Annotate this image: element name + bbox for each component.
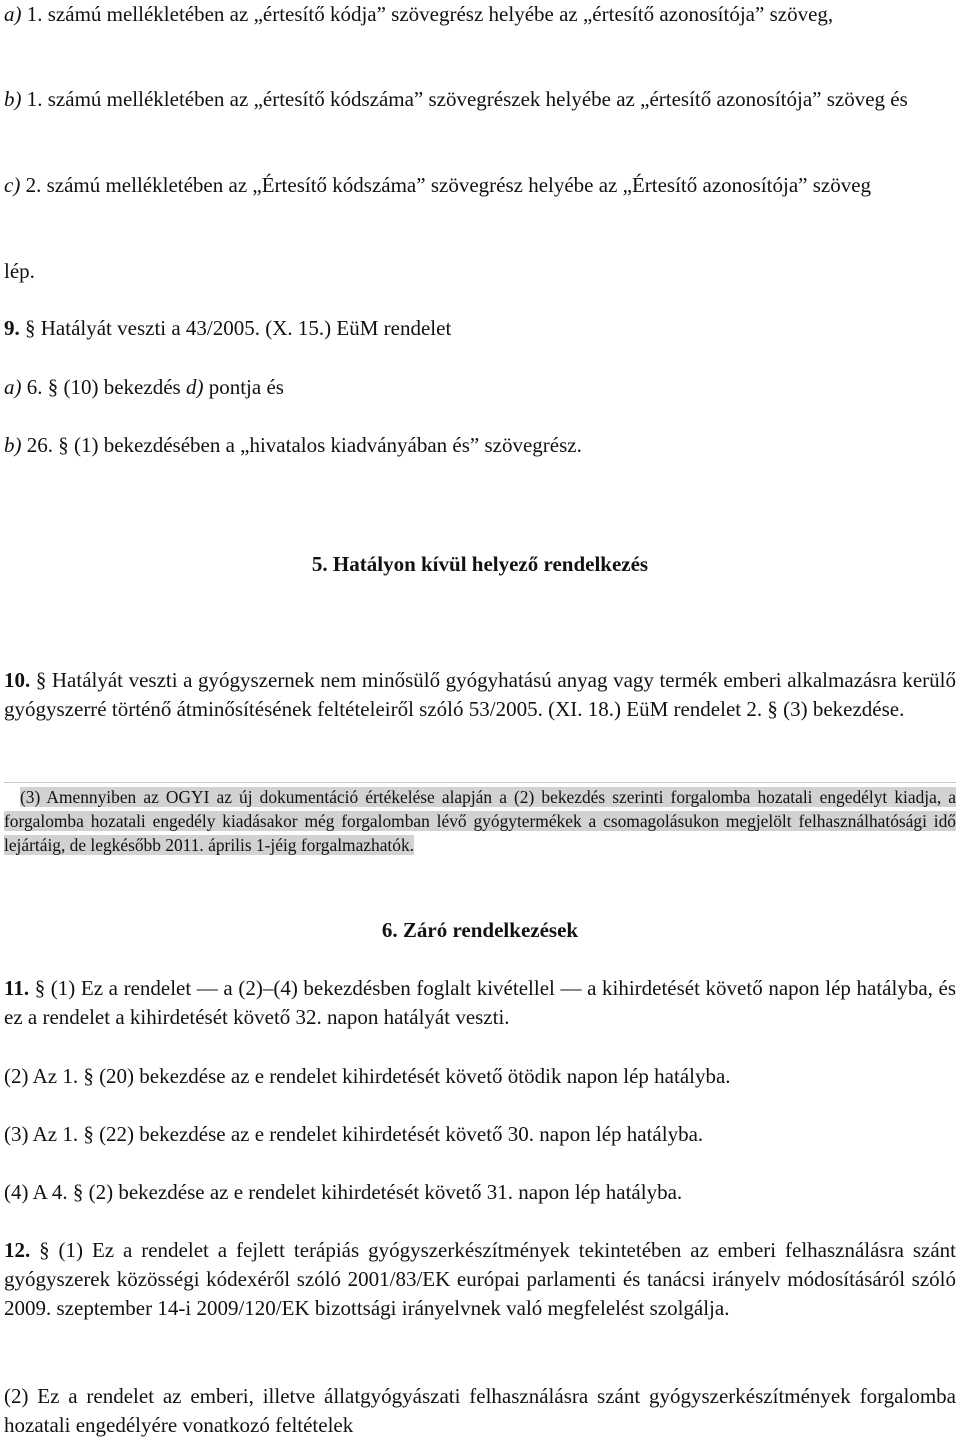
item-c-letter: c): [4, 173, 21, 197]
quoted-rule: [4, 782, 956, 783]
section-9-item-a-point: d): [185, 375, 204, 399]
chapter-6-heading: 6. Záró rendelkezések: [381, 918, 579, 942]
section-9-item-a-text: 6. § (10) bekezdés: [21, 375, 186, 399]
section-9-item-b-letter: b): [4, 433, 22, 457]
section-11-p2: (2) Az 1. § (20) bekezdése az e rendelet kihirdetését követő ötödik napon lép hatályba.: [4, 1064, 731, 1088]
section-9-item-b: [4, 431, 956, 460]
section-9-item-a-text2: pontja és: [203, 375, 284, 399]
item-b-text: 1. számú mellékletében az „értesítő kódszáma” szövegrészek helyébe az „értesítő azonosítója” szöveg és: [21, 87, 908, 111]
section-11-p3: (3) Az 1. § (22) bekezdése az e rendelet kihirdetését követő 30. napon lép hatályba.: [4, 1122, 704, 1146]
section-12-number: 12.: [4, 1238, 31, 1262]
chapter-5-heading: 5. Hatályon kívül helyező rendelkezés: [311, 552, 649, 576]
item-a: [4, 0, 956, 29]
item-c-text: 2. számú mellékletében az „Értesítő kódszáma” szövegrész helyébe az „Értesítő azonosítója” szöveg: [20, 173, 872, 197]
item-a-letter: a): [4, 2, 22, 26]
item-lep: lép.: [4, 259, 35, 283]
section-12-p2: (2) Ez a rendelet az emberi, illetve állatgyógyászati felhasználásra szánt gyógyszerkészítmények forgalomba hozatali engedélyére vonatkozó feltételek: [4, 1384, 956, 1437]
section-9-item-a: [4, 373, 956, 402]
section-9-text: § Hatályát veszti a 43/2005. (X. 15.) EüM rendelet: [19, 316, 452, 340]
section-11-number: 11.: [4, 976, 30, 1000]
section-9-number: 9.: [4, 316, 20, 340]
section-10-text: § Hatályát veszti a gyógyszernek nem minősülő gyógyhatású anyag vagy termék emberi alkalmazásra kerülő gyógyszerré történő átminősítésének feltételeiről szóló 53/2005. (XI. 18.) EüM rendelet 2. § (3) bekezdése.: [4, 668, 956, 721]
section-9: [4, 314, 956, 343]
section-10: [4, 666, 956, 724]
quoted-paragraph-text: (3) Amennyiben az OGYI az új dokumentáció értékelése alapján a (2) bekezdés szerinti forgalomba hozatali engedélyt kiadja, a forgalomba hozatali engedély kiadásakor még forgalomban lévő gyógytermékek a csomagolásukon megjelölt felhasználhatósági idő lejártáig, de legkésőbb 2011. április 1-jéig forgalmazhatók.: [4, 787, 956, 855]
section-12-p1: [4, 1236, 956, 1323]
item-b-letter: b): [4, 87, 22, 111]
section-10-number: 10.: [4, 668, 31, 692]
section-12-p1-text: § (1) Ez a rendelet a fejlett terápiás gyógyszerkészítmények tekintetében az emberi felhasználásra szánt gyógyszerek közösségi kódexéről szóló 2001/83/EK európai parlamenti és tanácsi irányelv módosításáról szóló 2009. szeptember 14-i 2009/120/EK bizottsági irányelvnek való megfelelést szolgálja.: [4, 1238, 956, 1320]
section-11-p1-text: § (1) Ez a rendelet — a (2)–(4) bekezdésben foglalt kivétellel — a kihirdetését követő napon lép hatályba, és ez a rendelet a kihirdetését követő 32. napon hatályát veszti.: [4, 976, 956, 1029]
section-9-item-a-letter: a): [4, 375, 22, 399]
section-11-p1: [4, 974, 956, 1032]
item-c: [4, 171, 956, 200]
quoted-paragraph: [4, 785, 956, 857]
section-9-item-b-text: 26. § (1) bekezdésében a „hivatalos kiadványában és” szövegrész.: [21, 433, 582, 457]
item-a-text: 1. számú mellékletében az „értesítő kódja” szövegrész helyébe az „értesítő azonosítója” szöveg,: [21, 2, 834, 26]
item-b: [4, 85, 956, 114]
section-11-p4: (4) A 4. § (2) bekezdése az e rendelet kihirdetését követő 31. napon lép hatályba.: [4, 1180, 683, 1204]
